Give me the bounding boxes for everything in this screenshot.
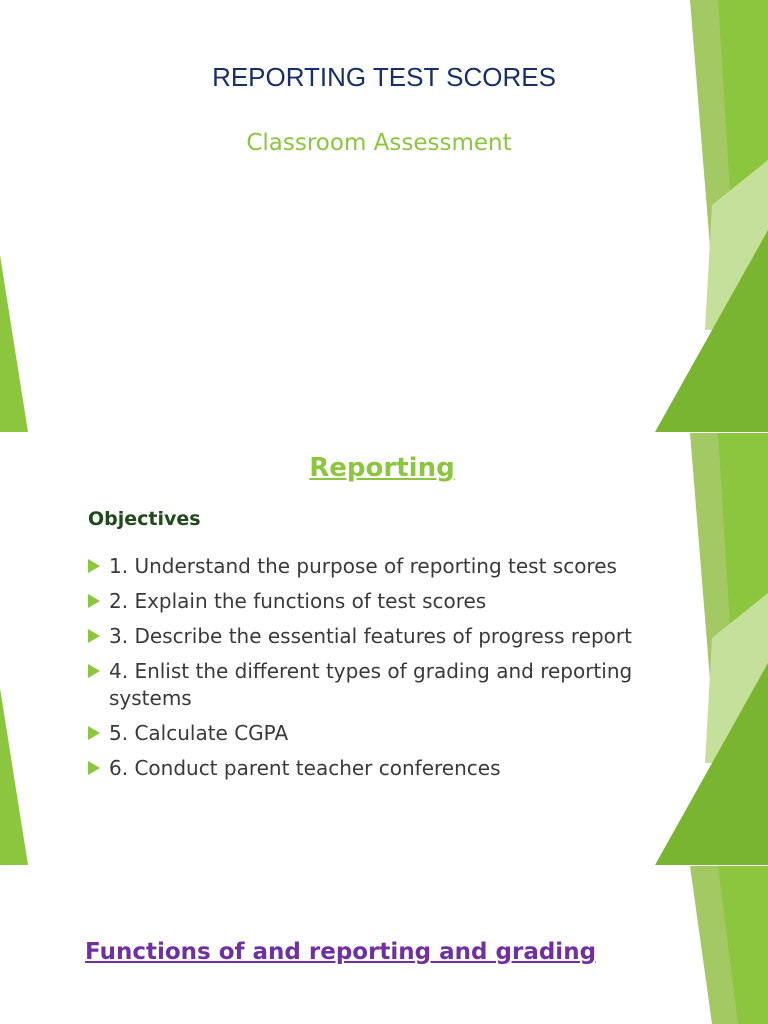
bullet-arrow-icon — [88, 761, 100, 775]
bullet-arrow-icon — [88, 629, 100, 643]
slide-title-reporting: Reporting — [309, 453, 455, 483]
presentation-subtitle: Classroom Assessment — [246, 130, 512, 156]
list-item — [88, 588, 688, 615]
slide-title-functions: Functions of and reporting and grading — [85, 939, 597, 965]
slide-reporting — [0, 433, 768, 865]
objectives-list — [88, 553, 688, 790]
list-item-text: 6. Conduct parent teacher conferences — [109, 756, 501, 780]
bullet-arrow-icon — [88, 594, 100, 608]
bullet-arrow-icon — [88, 664, 100, 678]
list-item-text: 2. Explain the functions of test scores — [109, 589, 487, 613]
bullet-arrow-icon — [88, 726, 100, 740]
slide-title — [0, 0, 768, 432]
list-item-text: 5. Calculate CGPA — [109, 721, 289, 745]
list-item — [88, 623, 688, 650]
list-item-text: 3. Describe the essential features of progress report — [109, 624, 632, 648]
list-item — [88, 720, 688, 747]
list-item — [88, 755, 688, 782]
list-item — [88, 553, 688, 580]
slide-functions — [0, 866, 768, 1024]
presentation-title: REPORTING TEST SCORES — [212, 62, 556, 92]
list-item-text: 1. Understand the purpose of reporting test scores — [109, 554, 617, 578]
list-item — [88, 658, 688, 712]
list-item-text: 4. Enlist the different types of grading and reporting systems — [109, 659, 633, 710]
objectives-heading: Objectives — [88, 508, 201, 530]
bullet-arrow-icon — [88, 559, 100, 573]
